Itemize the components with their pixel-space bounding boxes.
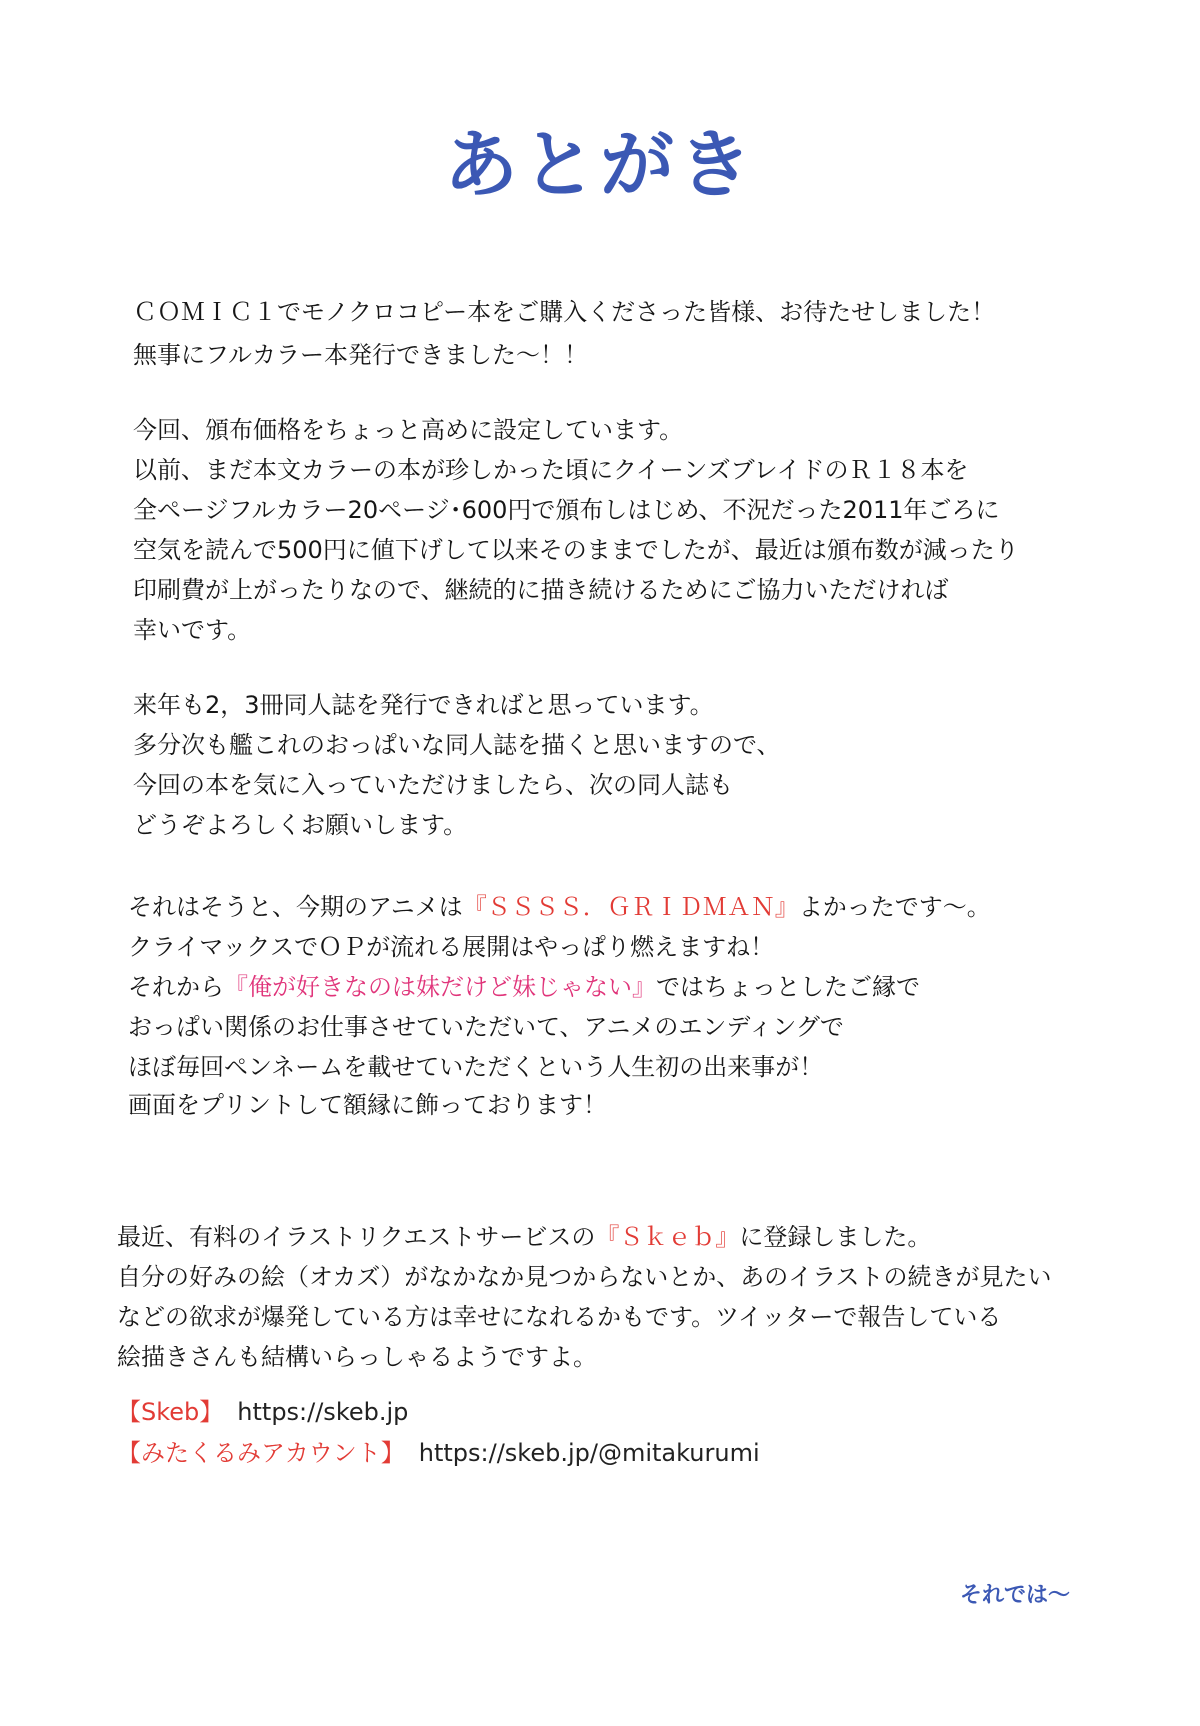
paragraph-5-line-4: 絵描きさんも結構いらっしゃるようですよ。: [117, 1343, 597, 1371]
gridman-title: 『ＳＳＳＳ．ＧＲＩＤＭＡＮ』: [462, 893, 799, 921]
skeb-link-row: [117, 1400, 408, 1424]
paragraph-2-line-5: 印刷費が上がったりなので、継続的に描き続けるためにご協力いただければ: [133, 576, 949, 604]
paragraph-5-line-3: などの欲求が爆発している方は幸せになれるかもです。ツイッターで報告している: [117, 1303, 1002, 1331]
paragraph-4-line-5: ほぼ毎回ペンネームを載せていただくという人生初の出来事が！: [128, 1053, 824, 1081]
skeb-comment-suffix: に登録しました。: [739, 1223, 932, 1251]
account-link-label: 【みたくるみアカウント】: [117, 1439, 405, 1467]
paragraph-4-line-3: [128, 975, 920, 999]
skeb-comment-prefix: 最近、有料のイラストリクエストサービスの: [117, 1223, 596, 1251]
skeb-link-label: 【Skeb】: [117, 1398, 224, 1426]
paragraph-5-line-2: 自分の好みの絵（オカズ）がなかなか見つからないとか、あのイラストの続きが見たい: [117, 1263, 1052, 1291]
paragraph-1-line-1: ＣＯＭＩＣ１でモノクロコピー本をご購入くださった皆様、お待たせしました！: [133, 298, 996, 326]
paragraph-2-line-2: 以前、まだ本文カラーの本が珍しかった頃にクイーンズブレイドのＲ１８本を: [133, 456, 969, 484]
paragraph-4-line-2: クライマックスでＯＰが流れる展開はやっぱり燃えますね！: [128, 933, 775, 961]
account-link-url[interactable]: https://skeb.jp/@mitakurumi: [418, 1439, 760, 1467]
paragraph-3-line-4: どうぞよろしくお願いします。: [133, 811, 468, 839]
paragraph-4-line-1: [128, 895, 991, 919]
paragraph-2-line-6: 幸いです。: [133, 616, 252, 644]
paragraph-4-line-4: おっぱい関係のお仕事させていただいて、アニメのエンディングで: [128, 1013, 844, 1041]
imouto-title: 『俺が好きなのは妹だけど妹じゃない』: [224, 973, 656, 1001]
paragraph-3-line-3: 今回の本を気に入っていただけましたら、次の同人誌も: [133, 771, 733, 799]
paragraph-1-line-2: 無事にフルカラー本発行できました～！！: [133, 341, 589, 369]
paragraph-4-line-6: 画面をプリントして額縁に飾っております！: [128, 1091, 608, 1119]
skeb-link-url[interactable]: https://skeb.jp: [237, 1398, 409, 1426]
anime-comment-prefix: それはそうと、今期のアニメは: [128, 893, 463, 921]
paragraph-3-line-2: 多分次も艦これのおっぱいな同人誌を描くと思いますので、: [133, 731, 781, 759]
page-title: あとがき: [444, 122, 756, 208]
skeb-service-name: 『Ｓｋｅｂ』: [595, 1223, 740, 1251]
paragraph-2-line-4: 空気を読んで500円に値下げして以来そのままでしたが、最近は頒布数が減ったり: [133, 536, 1019, 564]
anime-comment-suffix: よかったです～。: [798, 893, 991, 921]
signoff-text: それでは～: [960, 1583, 1071, 1608]
account-link-row: [117, 1441, 760, 1465]
paragraph-2-line-1: 今回、頒布価格をちょっと高めに設定しています。: [133, 416, 684, 444]
work-comment-prefix: それから: [128, 973, 224, 1001]
paragraph-2-line-3: 全ページフルカラー20ページ･600円で頒布しはじめ、不況だった2011年ごろに: [133, 496, 1000, 524]
paragraph-5-line-1: [117, 1225, 931, 1249]
work-comment-suffix: ではちょっとしたご縁で: [656, 973, 920, 1001]
paragraph-3-line-1: 来年も2，3冊同人誌を発行できればと思っています。: [133, 691, 714, 719]
